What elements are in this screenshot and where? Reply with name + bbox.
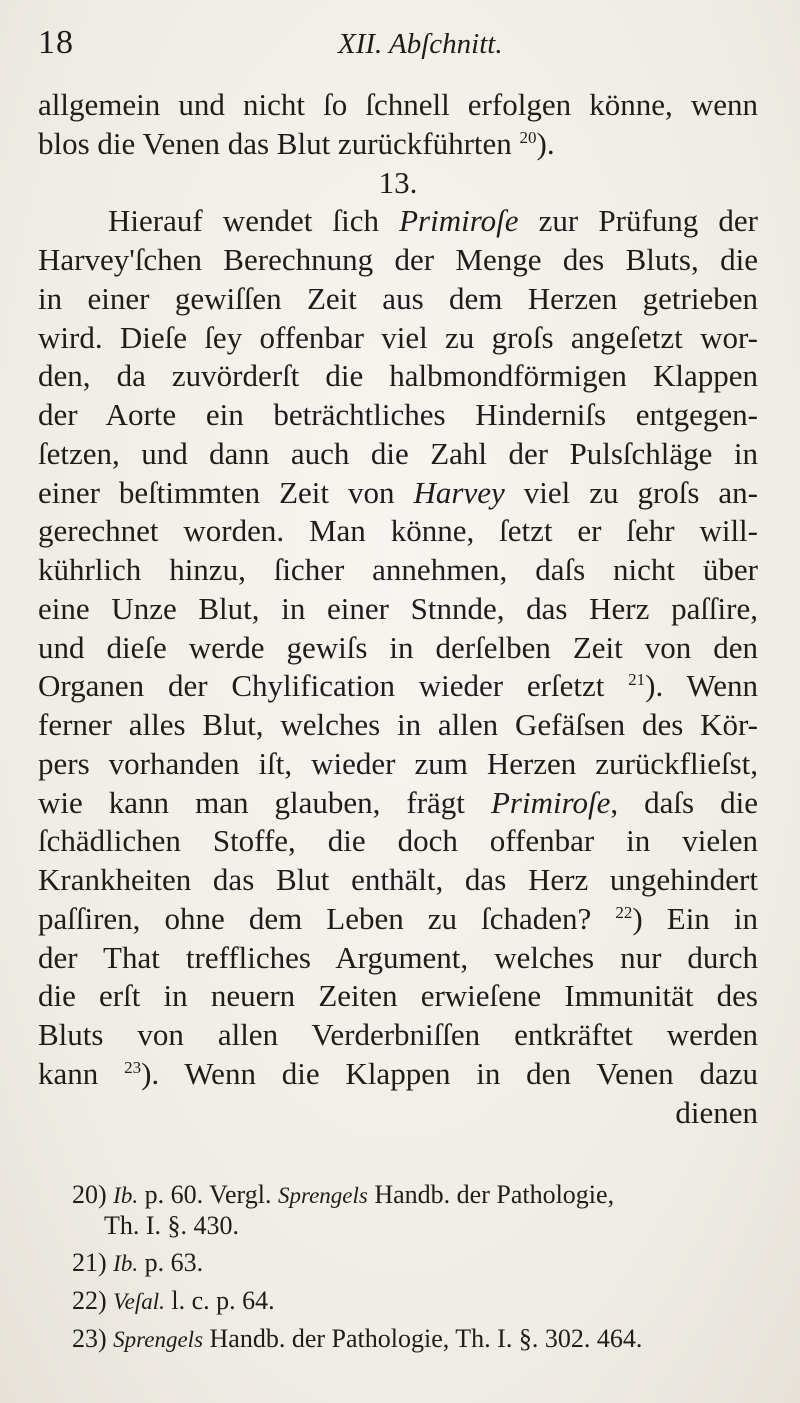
footnote-20: 20) Ib. p. 60. Vergl. Sprengels Handb. der Pathologie, Th. I. §. 430. [72,1180,762,1241]
footnote-21: 21) Ib. p. 63. [72,1248,204,1277]
footnotes [72,1180,762,1362]
page-header [38,14,758,64]
footnote-ref: 21 [628,670,646,690]
footnote-ref: 22 [615,902,633,922]
text-line: der Aorte ein beträchtliches Hinderniſs entgegen- [38,397,758,432]
text-line: ferner alles Blut, welches in allen Gefäſsen des Kör- [38,707,758,742]
body-text [38,86,758,1132]
text-line: paſſiren, ohne dem Leben zu ſchaden? $^{22}$) Ein in [38,900,758,936]
text-line: ſetzen, und dann auch die Zahl der Pulsſchläge in [38,435,758,471]
text-line: wird. Dieſe ſey offenbar viel zu groſs angeſetzt wor- [38,319,758,355]
footnote-ref: 23 [124,1057,142,1077]
text-line: ſchädlichen Stoffe, die doch offenbar in vielen [38,823,758,859]
page-number: 18 [38,24,74,61]
text-line: eine Unze Blut, in einer Stnnde, das Herz paſſire, [38,590,758,626]
text-line: Bluts von allen Verderbniſſen entkräftet werden [38,1017,758,1052]
text-line: einer beſtimmten Zeit von Harvey viel zu groſs an- [38,474,758,510]
text-line: allgemein und nicht ſo ſchnell erfolgen könne, wenn [38,87,758,122]
footnote-continuation: Th. I. §. 430. [104,1211,240,1240]
footnote-22: 22) Veſal. l. c. p. 64. [72,1286,275,1315]
text-line: gerechnet worden. Man könne, ſetzt er ſehr will- [38,513,758,549]
text-line: die erſt in neuern Zeiten erwieſene Immunität des [38,978,758,1014]
text-line: in einer gewiſſen Zeit aus dem Herzen getrieben [38,280,758,316]
text-line: blos die Venen das Blut zurückführten $^{20}$). [38,125,555,161]
text-line: pers vorhanden iſt, wieder zum Herzen zurückflieſst, [38,745,758,781]
text-line: Hierauf wendet ſich Primiroſe zur Prüfung der [108,203,758,239]
text-line: Harvey'ſchen Berechnung der Menge des Bluts, die [38,242,758,277]
text-line: und dieſe werde gewiſs in derſelben Zeit von den [38,629,758,665]
text-line: den, da zuvörderſt die halbmondförmigen Klappen [38,358,758,394]
text-line: kührlich hinzu, ſicher annehmen, daſs nicht über [38,552,758,587]
text-line: Krankheiten das Blut enthält, das Herz ungehindert [38,862,758,897]
text-line: kann $^{23}$). Wenn die Klappen in den Venen dazu [38,1055,758,1091]
running-title: XII. Abſchnitt. [338,28,503,60]
text-line: der That treffliches Argument, welches nur durch [38,939,758,975]
footnote-ref: 20 [519,127,537,147]
text-line: wie kann man glauben, frägt Primiroſe, daſs die [38,784,758,820]
catchword: dienen [675,1094,758,1130]
section-number: 13. [378,164,418,200]
text-line: Organen der Chylification wieder erſetzt $^{21}$). Wenn [38,668,758,704]
footnote-23: 23) Sprengels Handb. der Pathologie, Th. I. §. 302. 464. [72,1324,643,1353]
